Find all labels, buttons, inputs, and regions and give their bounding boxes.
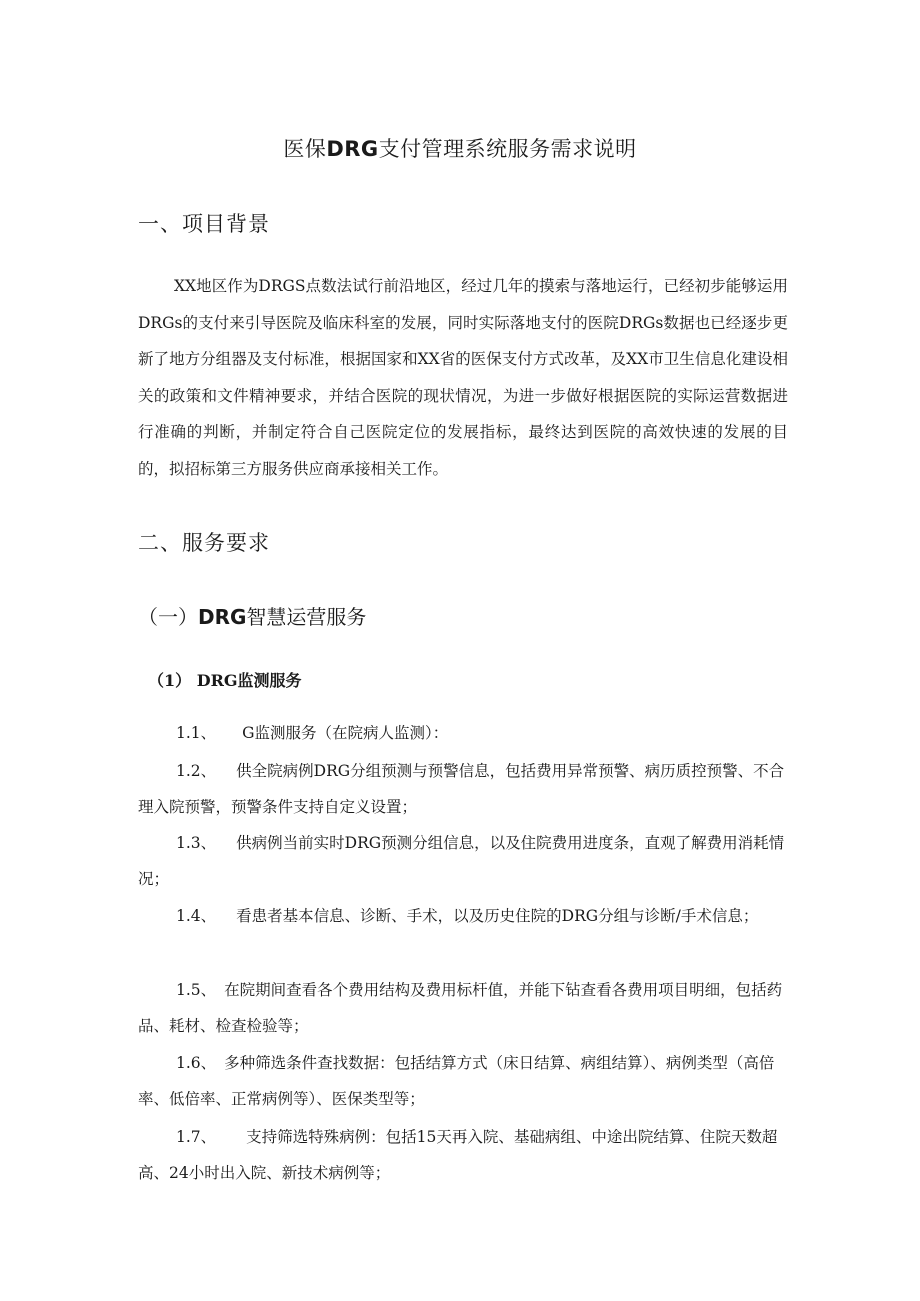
item-text: 在院期间查看各个费用结构及费用标杆值，并能下钻查看各费用项目明细，包括药品、耗材、检查检验等； bbox=[138, 981, 783, 1035]
item-number: 1.5、 bbox=[176, 981, 217, 999]
item-text: 看患者基本信息、诊断、手术，以及历史住院的DRG分组与诊断/手术信息； bbox=[236, 907, 759, 925]
list-item bbox=[138, 825, 788, 897]
item-number: 1.2、 bbox=[176, 762, 217, 780]
item-number: 1.3、 bbox=[176, 834, 217, 852]
title-suffix: 支付管理系统服务需求说明 bbox=[378, 137, 637, 161]
title-prefix: 医保 bbox=[283, 137, 327, 161]
item-text: 供病例当前实时DRG预测分组信息，以及住院费用进度条，直观了解费用消耗情况； bbox=[138, 834, 785, 888]
drg-monitor-heading: （1） DRG监测服务 bbox=[148, 671, 302, 690]
item-text: 供全院病例DRG分组预测与预警信息，包括费用异常预警、病历质控预警、不合理入院预警，预警条件支持自定义设置； bbox=[138, 762, 785, 816]
item-number: 1.7、 bbox=[176, 1128, 217, 1146]
title-latin: DRG bbox=[326, 137, 379, 161]
list-item bbox=[138, 972, 788, 1044]
item-number: 1.6、 bbox=[176, 1054, 217, 1072]
item-text: G监测服务（在院病人监测）： bbox=[242, 724, 449, 742]
list-item bbox=[138, 1045, 788, 1117]
list-item bbox=[138, 1119, 788, 1191]
item-number: 1.4、 bbox=[176, 907, 217, 925]
item-number: 1.1、 bbox=[176, 724, 217, 742]
item-text: 多种筛选条件查找数据：包括结算方式（床日结算、病组结算）、病例类型（高倍率、低倍率、正常病例等）、医保类型等； bbox=[138, 1054, 775, 1108]
section2-subheading bbox=[138, 601, 366, 630]
section2-heading: 二、服务要求 bbox=[138, 531, 270, 555]
section1-paragraph bbox=[138, 268, 788, 487]
section1-paragraph-text: XX地区作为DRGS点数法试行前沿地区，经过几年的摸索与落地运行，已经初步能够运用DRGs的支付来引导医院及临床科室的发展，同时实际落地支付的医院DRGs数据也已经逐步更新了地方分组器及支付标准，根据国家和XX省的医保支付方式改革，及XX市卫生信息化建设相关的政策和文件精神要求，并结合医院的现状情况，为进一步做好根据医院的实际运营数据进行准确的判断，并制定符合自己医院定位的发展指标，最终达到医院的高效快速的发展的目的，拟招标第三方服务供应商承接相关工作。 bbox=[138, 277, 788, 478]
list-item bbox=[138, 898, 788, 934]
list-item bbox=[138, 715, 788, 751]
document-title bbox=[0, 133, 920, 163]
list-item bbox=[138, 753, 788, 825]
section1-heading: 一、项目背景 bbox=[138, 212, 270, 236]
subheading-prefix: （一） bbox=[138, 605, 198, 629]
subheading-latin: DRG bbox=[198, 605, 247, 629]
item-text: 支持筛选特殊病例：包括15天再入院、基础病组、中途出院结算、住院天数超高、24小时出入院、新技术病例等； bbox=[138, 1128, 778, 1182]
subheading-suffix: 智慧运营服务 bbox=[246, 605, 367, 629]
